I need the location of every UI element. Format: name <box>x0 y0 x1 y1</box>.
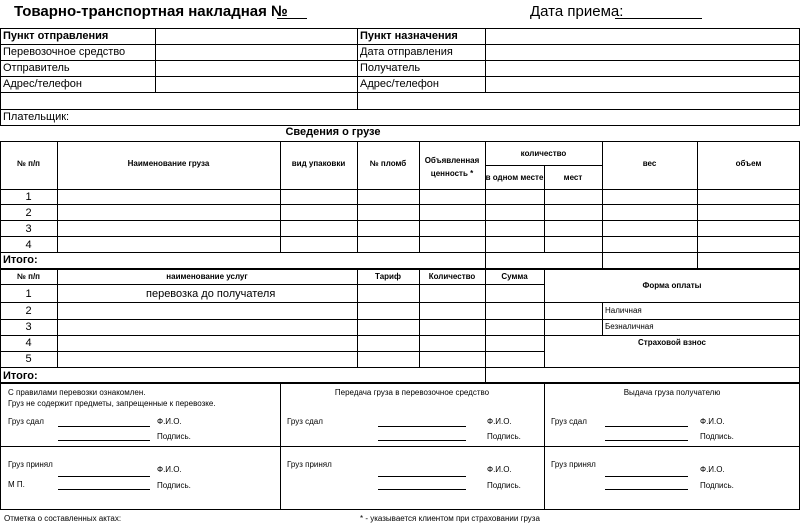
origin-label: Пункт отправления <box>3 30 109 42</box>
origin-field[interactable] <box>156 29 356 44</box>
services-col-qty: Количество <box>428 272 476 281</box>
cargo-row-num: 1 <box>25 191 32 203</box>
services-col-name: наименование услуг <box>166 272 248 281</box>
payer-label: Плательщик: <box>3 111 70 123</box>
fio-label: Ф.И.О. <box>487 417 512 426</box>
fio-label: Ф.И.О. <box>157 465 182 474</box>
date-label: Дата приема: <box>530 3 624 20</box>
cargo-col-value: Объявленная ценность * <box>424 156 480 178</box>
insurance-footnote: * - указывается клиентом при страховании груза <box>360 514 540 523</box>
recipient-address-field[interactable] <box>486 77 799 92</box>
rules-acknowledged: С правилами перевозки ознакомлен. <box>8 388 146 397</box>
cargo-section-title: Сведения о грузе <box>285 126 381 138</box>
cargo-total-label: Итого: <box>3 254 38 266</box>
document-title: Товарно-транспортная накладная № <box>14 3 288 20</box>
delivery-handed-name-line[interactable] <box>605 426 688 427</box>
transfer-received-sign-line[interactable] <box>378 489 466 490</box>
stamp-label: М П. <box>8 480 25 489</box>
sign-label: Подпись. <box>487 432 521 441</box>
cargo-col-seals: № пломб <box>369 159 407 168</box>
vehicle-field[interactable] <box>156 45 356 60</box>
fio-label: Ф.И.О. <box>487 465 512 474</box>
doc-number-blank[interactable] <box>277 18 307 19</box>
services-row-num: 2 <box>25 305 32 317</box>
fio-label: Ф.И.О. <box>700 417 725 426</box>
cargo-col-weight: вес <box>642 159 657 168</box>
cargo-col-volume: объем <box>735 159 762 168</box>
sender-address-field[interactable] <box>156 77 356 92</box>
payment-form-label: Форма оплаты <box>642 281 702 290</box>
transfer-received-name-line[interactable] <box>378 476 466 477</box>
services-row-num: 3 <box>25 321 32 333</box>
payment-cashless-checkbox[interactable] <box>545 320 601 334</box>
cargo-col-pack: вид упаковки <box>291 159 346 168</box>
fio-label: Ф.И.О. <box>700 465 725 474</box>
acts-note-label: Отметка о составленных актах: <box>4 514 122 523</box>
sign-label: Подпись. <box>157 432 191 441</box>
services-col-sum: Сумма <box>501 272 528 281</box>
services-col-tariff: Тариф <box>375 272 401 281</box>
payer-field[interactable] <box>72 110 799 125</box>
received-name-line[interactable] <box>58 476 150 477</box>
recipient-label: Получатель <box>360 62 421 74</box>
vehicle-label: Перевозочное средство <box>3 46 126 58</box>
received-label: Груз принял <box>287 460 332 469</box>
destination-label: Пункт назначения <box>360 30 458 42</box>
payment-cash-checkbox[interactable] <box>545 303 601 318</box>
cargo-row-num: 4 <box>25 239 32 251</box>
handed-label: Груз сдал <box>287 417 323 426</box>
services-row-num: 4 <box>25 337 32 349</box>
services-row1-name: перевозка до получателя <box>146 288 276 300</box>
no-prohibited-items: Груз не содержит предметы, запрещенные к перевозке. <box>8 399 216 408</box>
received-label: Груз принял <box>551 460 596 469</box>
destination-field[interactable] <box>486 29 799 44</box>
departure-date-field[interactable] <box>486 45 799 60</box>
cargo-col-qty: количество <box>520 149 567 158</box>
sign-label: Подпись. <box>700 432 734 441</box>
delivery-received-name-line[interactable] <box>605 476 688 477</box>
received-label: Груз принял <box>8 460 53 469</box>
recipient-address-label: Адрес/телефон <box>360 78 439 90</box>
departure-date-label: Дата отправления <box>360 46 453 58</box>
sign-label: Подпись. <box>700 481 734 490</box>
handed-label: Груз сдал <box>8 417 44 426</box>
services-col-num: № п/п <box>16 272 41 281</box>
cargo-row-num: 3 <box>25 223 32 235</box>
sign-label: Подпись. <box>157 481 191 490</box>
cargo-col-name: Наименование груза <box>127 159 210 168</box>
cargo-col-qty-places: мест <box>563 173 583 182</box>
cargo-col-num: № п/п <box>16 159 41 168</box>
handed-name-line[interactable] <box>58 426 150 427</box>
cargo-col-qty-one: в одном месте <box>485 173 544 182</box>
delivery-handed-sign-line[interactable] <box>605 440 688 441</box>
cargo-row-num: 2 <box>25 207 32 219</box>
services-row-num: 5 <box>25 353 32 365</box>
recipient-field[interactable] <box>486 61 799 76</box>
services-row-num: 1 <box>25 288 32 300</box>
handed-label: Груз сдал <box>551 417 587 426</box>
fio-label: Ф.И.О. <box>157 417 182 426</box>
transfer-handed-sign-line[interactable] <box>378 440 466 441</box>
delivery-received-sign-line[interactable] <box>605 489 688 490</box>
handed-sign-line[interactable] <box>58 440 150 441</box>
sender-field[interactable] <box>156 61 356 76</box>
sign-label: Подпись. <box>487 481 521 490</box>
payment-cashless-label: Безналичная <box>605 322 654 331</box>
delivery-title: Выдача груза получателю <box>623 388 721 397</box>
date-blank[interactable] <box>615 18 702 19</box>
sender-label: Отправитель <box>3 62 70 74</box>
sender-address-label: Адрес/телефон <box>3 78 82 90</box>
transfer-title: Передача груза в перевозочное средство <box>334 388 490 397</box>
payment-cash-label: Наличная <box>605 306 642 315</box>
services-total-label: Итого: <box>3 370 38 382</box>
received-sign-line[interactable] <box>58 489 150 490</box>
insurance-label: Страховой взнос <box>638 338 706 347</box>
transfer-handed-name-line[interactable] <box>378 426 466 427</box>
